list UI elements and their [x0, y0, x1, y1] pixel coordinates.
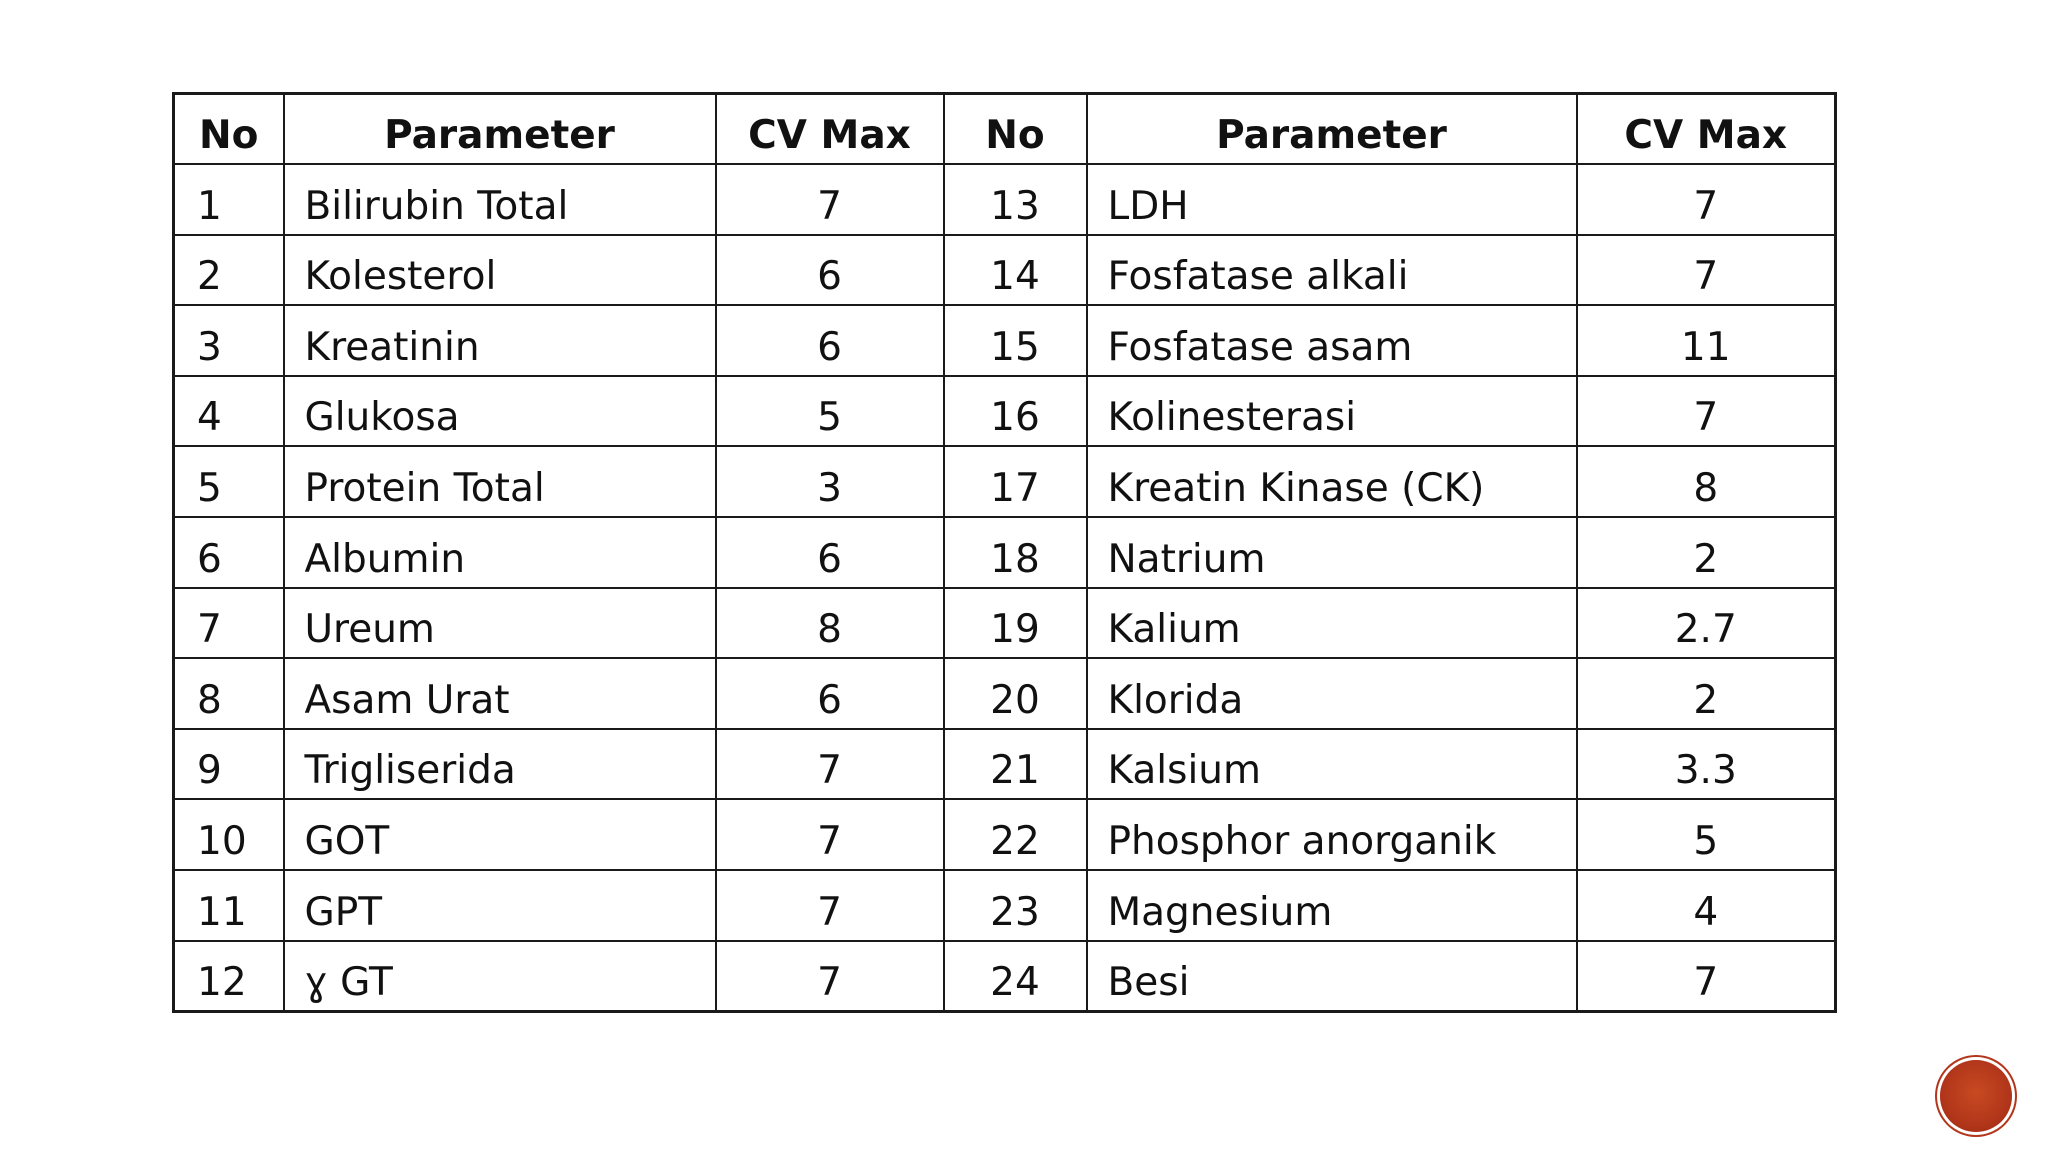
- cell-cv-max: 8: [1577, 446, 1836, 517]
- table-row: [174, 235, 1836, 306]
- table-row: [174, 729, 1836, 800]
- cell-no: 10: [174, 799, 284, 870]
- cell-cv-max: 7: [716, 164, 944, 235]
- cell-no: 1: [174, 164, 284, 235]
- table-row: [174, 870, 1836, 941]
- cell-parameter: GOT: [284, 799, 716, 870]
- cell-cv-max: 7: [1577, 941, 1836, 1012]
- cell-no: 14: [944, 235, 1087, 306]
- cell-no: 8: [174, 658, 284, 729]
- cell-cv-max: 2: [1577, 658, 1836, 729]
- table-row: [174, 799, 1836, 870]
- header-cv-max-right: CV Max: [1577, 94, 1836, 165]
- cell-cv-max: 6: [716, 235, 944, 306]
- cell-parameter: LDH: [1087, 164, 1577, 235]
- cell-parameter: Kreatinin: [284, 305, 716, 376]
- cell-cv-max: 11: [1577, 305, 1836, 376]
- cell-cv-max: 6: [716, 305, 944, 376]
- table-body: [174, 164, 1836, 1011]
- cell-parameter: Bilirubin Total: [284, 164, 716, 235]
- cell-parameter: Fosfatase asam: [1087, 305, 1577, 376]
- table-row: [174, 658, 1836, 729]
- cell-no: 2: [174, 235, 284, 306]
- cell-parameter: Besi: [1087, 941, 1577, 1012]
- cell-no: 15: [944, 305, 1087, 376]
- cell-parameter: Ureum: [284, 588, 716, 659]
- cell-no: 11: [174, 870, 284, 941]
- cell-no: 13: [944, 164, 1087, 235]
- cell-no: 9: [174, 729, 284, 800]
- cell-no: 18: [944, 517, 1087, 588]
- cell-no: 7: [174, 588, 284, 659]
- table-row: [174, 446, 1836, 517]
- table-row: [174, 376, 1836, 447]
- cell-parameter: Klorida: [1087, 658, 1577, 729]
- table-row: [174, 941, 1836, 1012]
- header-no-right: No: [944, 94, 1087, 165]
- cell-no: 24: [944, 941, 1087, 1012]
- cell-cv-max: 5: [1577, 799, 1836, 870]
- cell-parameter: Trigliserida: [284, 729, 716, 800]
- cell-cv-max: 7: [1577, 235, 1836, 306]
- cell-parameter: Kalsium: [1087, 729, 1577, 800]
- cell-cv-max: 7: [716, 799, 944, 870]
- cell-parameter: Phosphor anorganik: [1087, 799, 1577, 870]
- cell-cv-max: 5: [716, 376, 944, 447]
- cell-parameter: Kalium: [1087, 588, 1577, 659]
- table-header-row: [174, 94, 1836, 165]
- slide-nav-circle-icon[interactable]: [1940, 1060, 2012, 1132]
- cell-cv-max: 7: [1577, 164, 1836, 235]
- cell-cv-max: 4: [1577, 870, 1836, 941]
- cell-no: 3: [174, 305, 284, 376]
- cell-parameter: Kolesterol: [284, 235, 716, 306]
- cell-cv-max: 3.3: [1577, 729, 1836, 800]
- header-parameter-right: Parameter: [1087, 94, 1577, 165]
- cell-no: 22: [944, 799, 1087, 870]
- cell-no: 5: [174, 446, 284, 517]
- cell-no: 19: [944, 588, 1087, 659]
- cv-max-table: [172, 92, 1837, 1013]
- cell-cv-max: 3: [716, 446, 944, 517]
- header-cv-max-left: CV Max: [716, 94, 944, 165]
- table-row: [174, 517, 1836, 588]
- cell-parameter: Natrium: [1087, 517, 1577, 588]
- cell-parameter: Magnesium: [1087, 870, 1577, 941]
- cell-parameter: Fosfatase alkali: [1087, 235, 1577, 306]
- header-parameter-left: Parameter: [284, 94, 716, 165]
- cell-cv-max: 2: [1577, 517, 1836, 588]
- table-row: [174, 164, 1836, 235]
- cell-cv-max: 7: [716, 941, 944, 1012]
- cell-cv-max: 6: [716, 517, 944, 588]
- cell-cv-max: 2.7: [1577, 588, 1836, 659]
- cell-parameter: GPT: [284, 870, 716, 941]
- cell-cv-max: 7: [1577, 376, 1836, 447]
- cell-no: 6: [174, 517, 284, 588]
- cell-no: 16: [944, 376, 1087, 447]
- header-no-left: No: [174, 94, 284, 165]
- cell-parameter: Asam Urat: [284, 658, 716, 729]
- cell-cv-max: 8: [716, 588, 944, 659]
- cell-parameter: Kreatin Kinase (CK): [1087, 446, 1577, 517]
- cell-parameter: Kolinesterasi: [1087, 376, 1577, 447]
- cell-no: 4: [174, 376, 284, 447]
- cell-no: 21: [944, 729, 1087, 800]
- cell-cv-max: 6: [716, 658, 944, 729]
- cell-parameter: Albumin: [284, 517, 716, 588]
- cell-no: 17: [944, 446, 1087, 517]
- cell-no: 20: [944, 658, 1087, 729]
- table-row: [174, 588, 1836, 659]
- cell-parameter: ɣ GT: [284, 941, 716, 1012]
- cell-no: 23: [944, 870, 1087, 941]
- table-row: [174, 305, 1836, 376]
- cell-no: 12: [174, 941, 284, 1012]
- cell-parameter: Protein Total: [284, 446, 716, 517]
- cell-cv-max: 7: [716, 729, 944, 800]
- cell-parameter: Glukosa: [284, 376, 716, 447]
- cell-cv-max: 7: [716, 870, 944, 941]
